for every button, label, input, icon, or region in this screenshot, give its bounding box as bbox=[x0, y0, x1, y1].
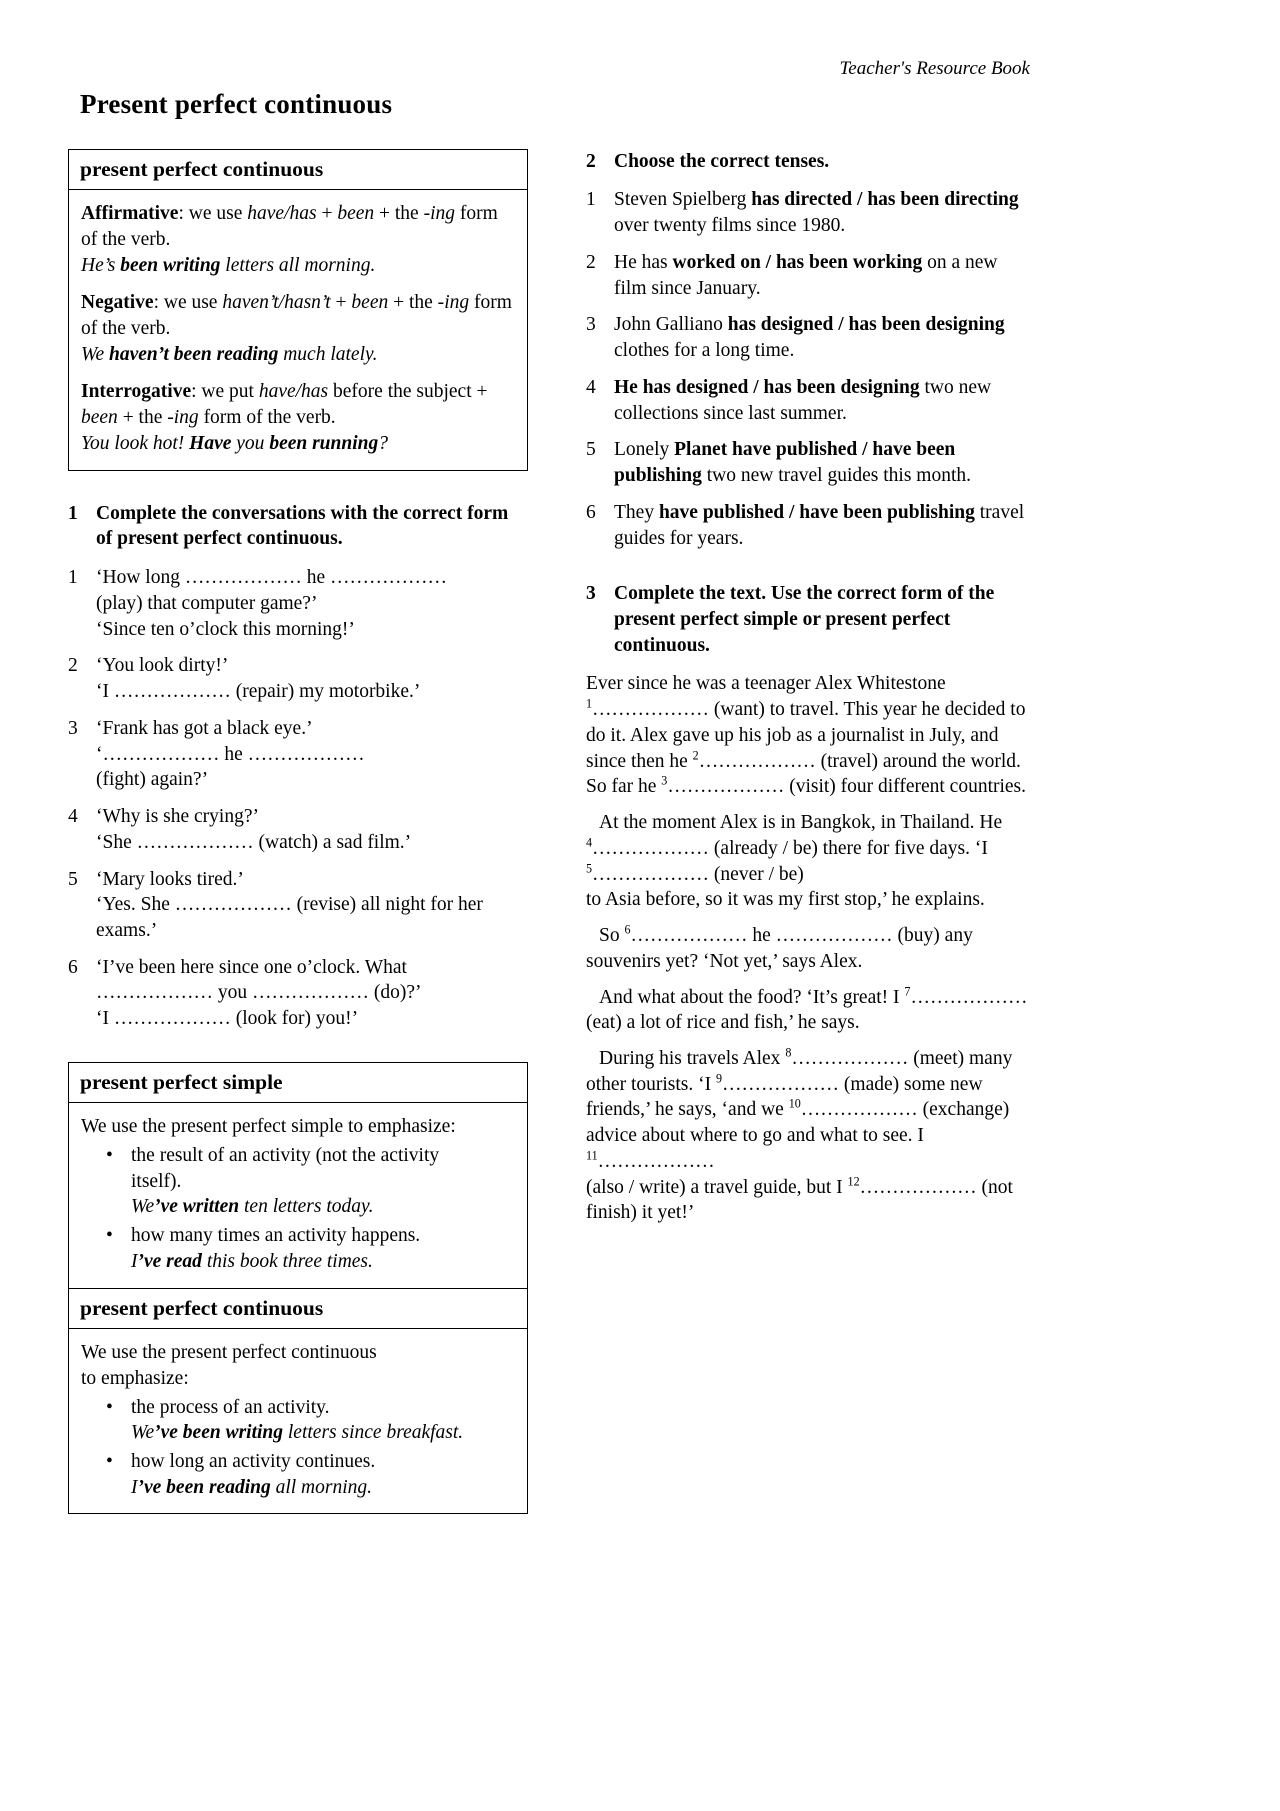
two-column-layout bbox=[68, 149, 1030, 1515]
tense-choice-item bbox=[586, 250, 1030, 301]
bullet-item bbox=[106, 1143, 515, 1220]
grammar-box-present-perfect-continuous bbox=[68, 149, 528, 471]
tense-choice-item bbox=[586, 187, 1030, 238]
example-sentence: I’ve read this book three times. bbox=[131, 1250, 373, 1272]
grammar-rule-negative: Negative: we use haven’t/hasn’t + been + the -ing form of the verb. We haven’t been reading much lately. bbox=[81, 292, 512, 365]
item-number: 5 bbox=[68, 868, 78, 890]
grammar-box-comparison bbox=[68, 1062, 528, 1515]
bullet-text bbox=[131, 1449, 515, 1500]
exercise-2 bbox=[586, 149, 1030, 552]
conversation-item bbox=[68, 804, 528, 855]
item-number: 2 bbox=[68, 655, 78, 677]
item-text: Steven Spielberg has directed / has been directing over twenty films since 1980. bbox=[614, 189, 1019, 237]
item-text: ‘I’ve been here since one o’clock. What ……………… you ……………… (do)?’ ‘I ……………… (look for) you!’ bbox=[96, 956, 422, 1030]
conversation-list bbox=[68, 565, 528, 1032]
item-text: John Galliano has designed / has been designing clothes for a long time. bbox=[614, 314, 1005, 362]
right-column bbox=[586, 149, 1030, 1236]
exercise-3-heading bbox=[586, 581, 1030, 658]
bullet-item bbox=[106, 1395, 515, 1446]
bullet-text bbox=[131, 1223, 515, 1274]
gap-fill-text bbox=[586, 671, 1030, 1226]
tense-choice-list bbox=[586, 187, 1030, 551]
example-sentence: I’ve been reading all morning. bbox=[131, 1476, 373, 1498]
bullet-icon: • bbox=[106, 1451, 113, 1472]
tense-choice-item bbox=[586, 500, 1030, 551]
grammar-box-title-continuous: present perfect continuous bbox=[69, 1288, 527, 1329]
exercise-number: 1 bbox=[68, 502, 78, 524]
item-text: ‘Frank has got a black eye.’ ‘……………… he ……………… (fight) again?’ bbox=[96, 717, 365, 791]
conversation-item bbox=[68, 653, 528, 704]
bullet-item bbox=[106, 1223, 515, 1274]
item-number: 1 bbox=[586, 189, 596, 211]
exercise-2-heading bbox=[586, 149, 1030, 175]
bullet-text bbox=[131, 1395, 515, 1446]
grammar-rule-interrogative: Interrogative: we put have/has before the subject + been + the -ing form of the verb. You look hot! Have you been running? bbox=[81, 381, 488, 454]
item-text: ‘Why is she crying?’ ‘She ……………… (watch) a sad film.’ bbox=[96, 806, 412, 853]
grammar-box-body-simple bbox=[69, 1103, 527, 1287]
exercise-title: Complete the text. Use the correct form of the present perfect simple or present perfect continuous. bbox=[614, 583, 995, 656]
text-paragraph: During his travels Alex $^8$……………… (meet) many other tourists. ‘I $^9$……………… (made) some new friends,’ he says, ‘and we $^{10}$……………… (exchange) advice about where to go and what to see. I $^{11}$……………… (also / write) a travel guide, but I $^{12}$……………… (not finish) it yet!’ bbox=[586, 1045, 1013, 1224]
grammar-box-body bbox=[69, 190, 527, 470]
item-number: 1 bbox=[68, 567, 78, 589]
item-number: 6 bbox=[586, 501, 596, 523]
page-title: Present perfect continuous bbox=[80, 89, 393, 120]
box-intro: We use the present perfect continuous to emphasize: bbox=[81, 1342, 377, 1389]
item-text: He has designed / has been designing two new collections since last summer. bbox=[614, 376, 992, 424]
text-paragraph: At the moment Alex is in Bangkok, in Thailand. He $^4$……………… (already / be) there for five days. ‘I $^5$……………… (never / be) to Asia before, so it was my first stop,’ he explains. bbox=[586, 812, 1003, 911]
item-text: ‘Mary looks tired.’ ‘Yes. She ……………… (revise) all night for her exams.’ bbox=[96, 868, 483, 941]
grammar-box-title: present perfect continuous bbox=[69, 150, 527, 190]
bullet-icon: • bbox=[106, 1225, 113, 1247]
exercise-title: Complete the conversations with the correct form of present perfect continuous. bbox=[96, 502, 509, 550]
item-text: ‘How long ……………… he ……………… (play) that computer game?’ ‘Since ten o’clock this morning!’ bbox=[96, 567, 447, 640]
bullet-icon: • bbox=[106, 1145, 113, 1167]
item-number: 3 bbox=[586, 314, 596, 336]
text-paragraph: And what about the food? ‘It’s great! I $^7$……………… (eat) a lot of rice and fish,’ he says. bbox=[586, 984, 1028, 1034]
tense-choice-item bbox=[586, 375, 1030, 426]
page-content bbox=[68, 56, 1030, 1514]
text-paragraph: Ever since he was a teenager Alex Whitestone $^1$……………… (want) to travel. This year he decided to do it. Alex gave up his job as a journalist in July, and since then he $^2$……………… (travel) around the world. So far he $^3$……………… (visit) four different countries. bbox=[586, 673, 1027, 798]
grammar-box-body-continuous bbox=[69, 1329, 527, 1513]
left-column bbox=[68, 149, 528, 1515]
exercise-3 bbox=[586, 581, 1030, 1226]
conversation-item bbox=[68, 716, 528, 793]
item-text: Lonely Planet have published / have been publishing two new travel guides this month. bbox=[614, 439, 972, 487]
conversation-item bbox=[68, 955, 528, 1032]
item-number: 5 bbox=[586, 439, 596, 461]
exercise-number: 2 bbox=[586, 150, 596, 172]
grammar-box-title-simple: present perfect simple bbox=[69, 1063, 527, 1103]
grammar-rule-affirmative: Affirmative: we use have/has + been + the -ing form of the verb. He’s been writing letters all morning. bbox=[81, 203, 498, 276]
tense-choice-item bbox=[586, 312, 1030, 363]
document-header: Teacher's Resource Book bbox=[839, 58, 1030, 79]
bullet-rule: how long an activity continues. bbox=[131, 1451, 376, 1472]
exercise-title: Choose the correct tenses. bbox=[614, 150, 830, 172]
text-paragraph: So $^6$……………… he ……………… (buy) any souvenirs yet? ‘Not yet,’ says Alex. bbox=[586, 922, 973, 972]
box-intro: We use the present perfect simple to emphasize: bbox=[81, 1116, 456, 1138]
exercise-1 bbox=[68, 501, 528, 1032]
item-number: 3 bbox=[68, 717, 78, 739]
conversation-item bbox=[68, 565, 528, 642]
conversation-item bbox=[68, 867, 528, 944]
example-sentence: We’ve written ten letters today. bbox=[131, 1196, 374, 1218]
item-number: 2 bbox=[586, 251, 596, 273]
bullet-rule: how many times an activity happens. bbox=[131, 1225, 421, 1247]
bullet-icon: • bbox=[106, 1396, 113, 1418]
item-number: 6 bbox=[68, 956, 78, 978]
item-text: ‘You look dirty!’ ‘I ……………… (repair) my motorbike.’ bbox=[96, 655, 421, 703]
item-number: 4 bbox=[586, 376, 596, 398]
bullet-rule: the process of an activity. bbox=[131, 1396, 330, 1418]
exercise-number: 3 bbox=[586, 583, 596, 605]
tense-choice-item bbox=[586, 437, 1030, 488]
bullet-rule: the result of an activity (not the activity itself). bbox=[131, 1145, 440, 1192]
exercise-1-heading bbox=[68, 501, 528, 552]
item-text: They have published / have been publishing travel guides for years. bbox=[614, 501, 1025, 549]
bullet-text bbox=[131, 1143, 515, 1220]
bullet-item bbox=[106, 1449, 515, 1500]
item-number: 4 bbox=[68, 806, 78, 828]
item-text: He has worked on / has been working on a new film since January. bbox=[614, 251, 998, 299]
example-sentence: We’ve been writing letters since breakfast. bbox=[131, 1422, 464, 1444]
